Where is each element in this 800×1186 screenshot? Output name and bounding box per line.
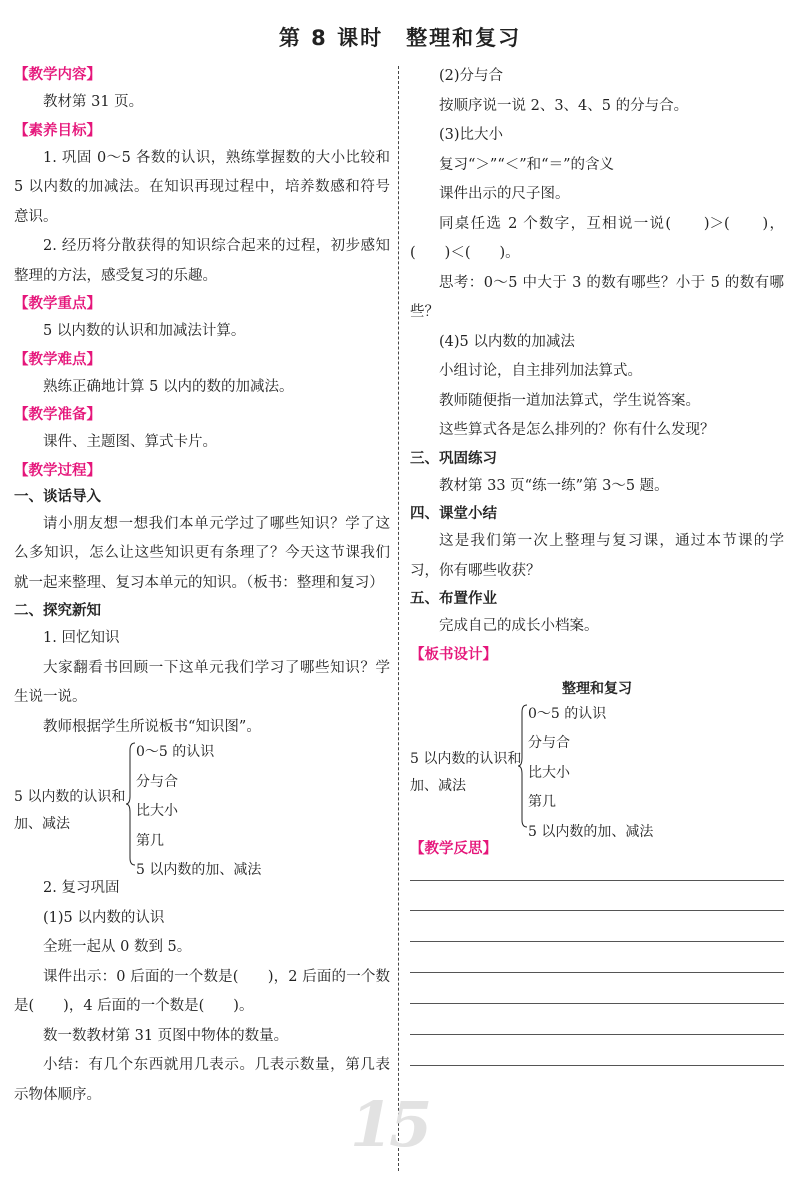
review-sub-1-b: 课件出示：0 后面的一个数是( )，2 后面的一个数是( )，4 后面的一个数是( )。 — [14, 968, 390, 1014]
tree-item: 分与合 — [136, 773, 178, 790]
compare-heading: (3)比大小 — [439, 127, 504, 143]
split-combine-text: 按顺序说一说 2、3、4、5 的分与合。 — [439, 97, 689, 114]
section-1-text: 请小朋友想一想我们本单元学过了哪些知识？学了这么多知识，怎么让这些知识更有条理了？今天这节课我们就一起来整理、复习本单元的知识。（板书：整理和复习） — [14, 515, 390, 591]
add-sub-text-1: 小组讨论，自主排列加法算式。 — [439, 363, 642, 379]
board-tree — [410, 704, 784, 840]
section-1-heading: 一、谈话导入 — [14, 488, 101, 505]
section-4-text: 这是我们第一次上整理与复习课，通过本节课的学习，你有哪些收获？ — [410, 533, 784, 579]
knowledge-tree-items — [136, 738, 261, 886]
key-point-tag: 【教学重点】 — [14, 296, 101, 312]
section-3-text: 教材第 33 页“练一练”第 3～5 题。 — [439, 477, 669, 494]
board-tree-item: 0～5 的认识 — [528, 705, 607, 722]
board-title: 整理和复习 — [562, 680, 632, 697]
process-tag: 【教学过程】 — [14, 462, 101, 479]
board-tree-root: 5 以内数的认识和加、减法 — [410, 750, 522, 794]
section-5-text: 完成自己的成长小档案。 — [439, 618, 599, 634]
page-title: 第 8 课时 整理和复习 — [278, 26, 522, 50]
writing-line — [410, 1003, 784, 1004]
goal-1: 1. 巩固 0～5 各数的认识，熟练掌握数的大小比较和 5 以内数的加减法。在知识再现过程中，培养数感和符号意识。 — [14, 149, 390, 225]
section-4-heading: 四、课堂小结 — [410, 506, 497, 522]
board-tree-item: 分与合 — [528, 735, 570, 751]
difficulty-tag: 【教学难点】 — [14, 351, 101, 368]
key-point-text: 5 以内数的认识和加减法计算。 — [43, 323, 246, 339]
split-combine-heading: (2)分与合 — [439, 68, 504, 84]
review-sub-1-a: 全班一起从 0 数到 5。 — [43, 939, 192, 955]
compare-text-1: 复习“＞”“＜”和“＝”的含义 — [439, 156, 614, 173]
compare-text-3: 同桌任选 2 个数字，互相说一说( )＞( )，( )＜( )。 — [410, 215, 784, 261]
brace-icon — [518, 704, 528, 828]
review-sub-1: (1)5 以内数的认识 — [43, 909, 165, 926]
goal-tag: 【素养目标】 — [14, 122, 101, 139]
tree-item: 第几 — [136, 832, 164, 849]
writing-line — [410, 910, 784, 911]
brace-icon — [126, 742, 136, 866]
review-sub-1-d: 小结：有几个东西就用几表示。几表示数量，第几表示物体顺序。 — [14, 1057, 390, 1103]
writing-line — [410, 1065, 784, 1066]
add-sub-heading: (4)5 以内数的加减法 — [439, 333, 575, 350]
board-tree-item: 比大小 — [528, 764, 570, 781]
content-tag: 【教学内容】 — [14, 67, 101, 83]
think-text: 思考：0～5 中大于 3 的数有哪些？小于 5 的数有哪些？ — [410, 274, 784, 320]
tree-item: 比大小 — [136, 803, 178, 819]
page-number: 15 — [350, 1088, 429, 1161]
writing-line — [410, 941, 784, 942]
reflection-lines — [410, 862, 784, 1102]
section-5-heading: 五、布置作业 — [410, 591, 497, 607]
reflection-tag: 【教学反思】 — [410, 840, 497, 857]
writing-line — [410, 1034, 784, 1035]
tree-item: 5 以内数的加、减法 — [136, 862, 262, 878]
recall-heading: 1. 回忆知识 — [43, 630, 120, 646]
goal-2: 2. 经历将分散获得的知识综合起来的过程，初步感知整理的方法，感受复习的乐趣。 — [14, 238, 390, 284]
writing-line — [410, 972, 784, 973]
section-2-heading: 二、探究新知 — [14, 603, 101, 619]
board-tree-item: 第几 — [528, 794, 556, 810]
tree-item: 0～5 的认识 — [136, 744, 215, 760]
right-column — [410, 62, 784, 1102]
board-design-tag: 【板书设计】 — [410, 646, 497, 663]
knowledge-tree — [14, 742, 390, 878]
add-sub-text-3: 这些算式各是怎么排列的？你有什么发现？ — [439, 422, 715, 438]
preparation-text: 课件、主题图、算式卡片。 — [43, 434, 217, 450]
board-tree-item: 5 以内数的加、减法 — [528, 823, 654, 840]
writing-line — [410, 880, 784, 881]
add-sub-text-2: 教师随便指一道加法算式，学生说答案。 — [439, 392, 700, 409]
recall-text-2: 教师根据学生所说板书“知识图”。 — [43, 718, 261, 735]
review-heading: 2. 复习巩固 — [43, 880, 120, 896]
recall-text: 大家翻看书回顾一下这单元我们学习了哪些知识？学生说一说。 — [14, 659, 390, 705]
review-sub-1-c: 数一数教材第 31 页图中物体的数量。 — [43, 1027, 289, 1044]
compare-text-2: 课件出示的尺子图。 — [439, 186, 570, 202]
column-divider — [398, 66, 399, 1171]
board-tree-items — [528, 700, 653, 848]
knowledge-tree-root: 5 以内数的认识和加、减法 — [14, 789, 126, 832]
left-column — [14, 62, 390, 1110]
section-3-heading: 三、巩固练习 — [410, 450, 497, 467]
difficulty-text: 熟练正确地计算 5 以内的数的加减法。 — [43, 378, 294, 395]
content-text: 教材第 31 页。 — [43, 94, 144, 110]
preparation-tag: 【教学准备】 — [14, 407, 101, 423]
